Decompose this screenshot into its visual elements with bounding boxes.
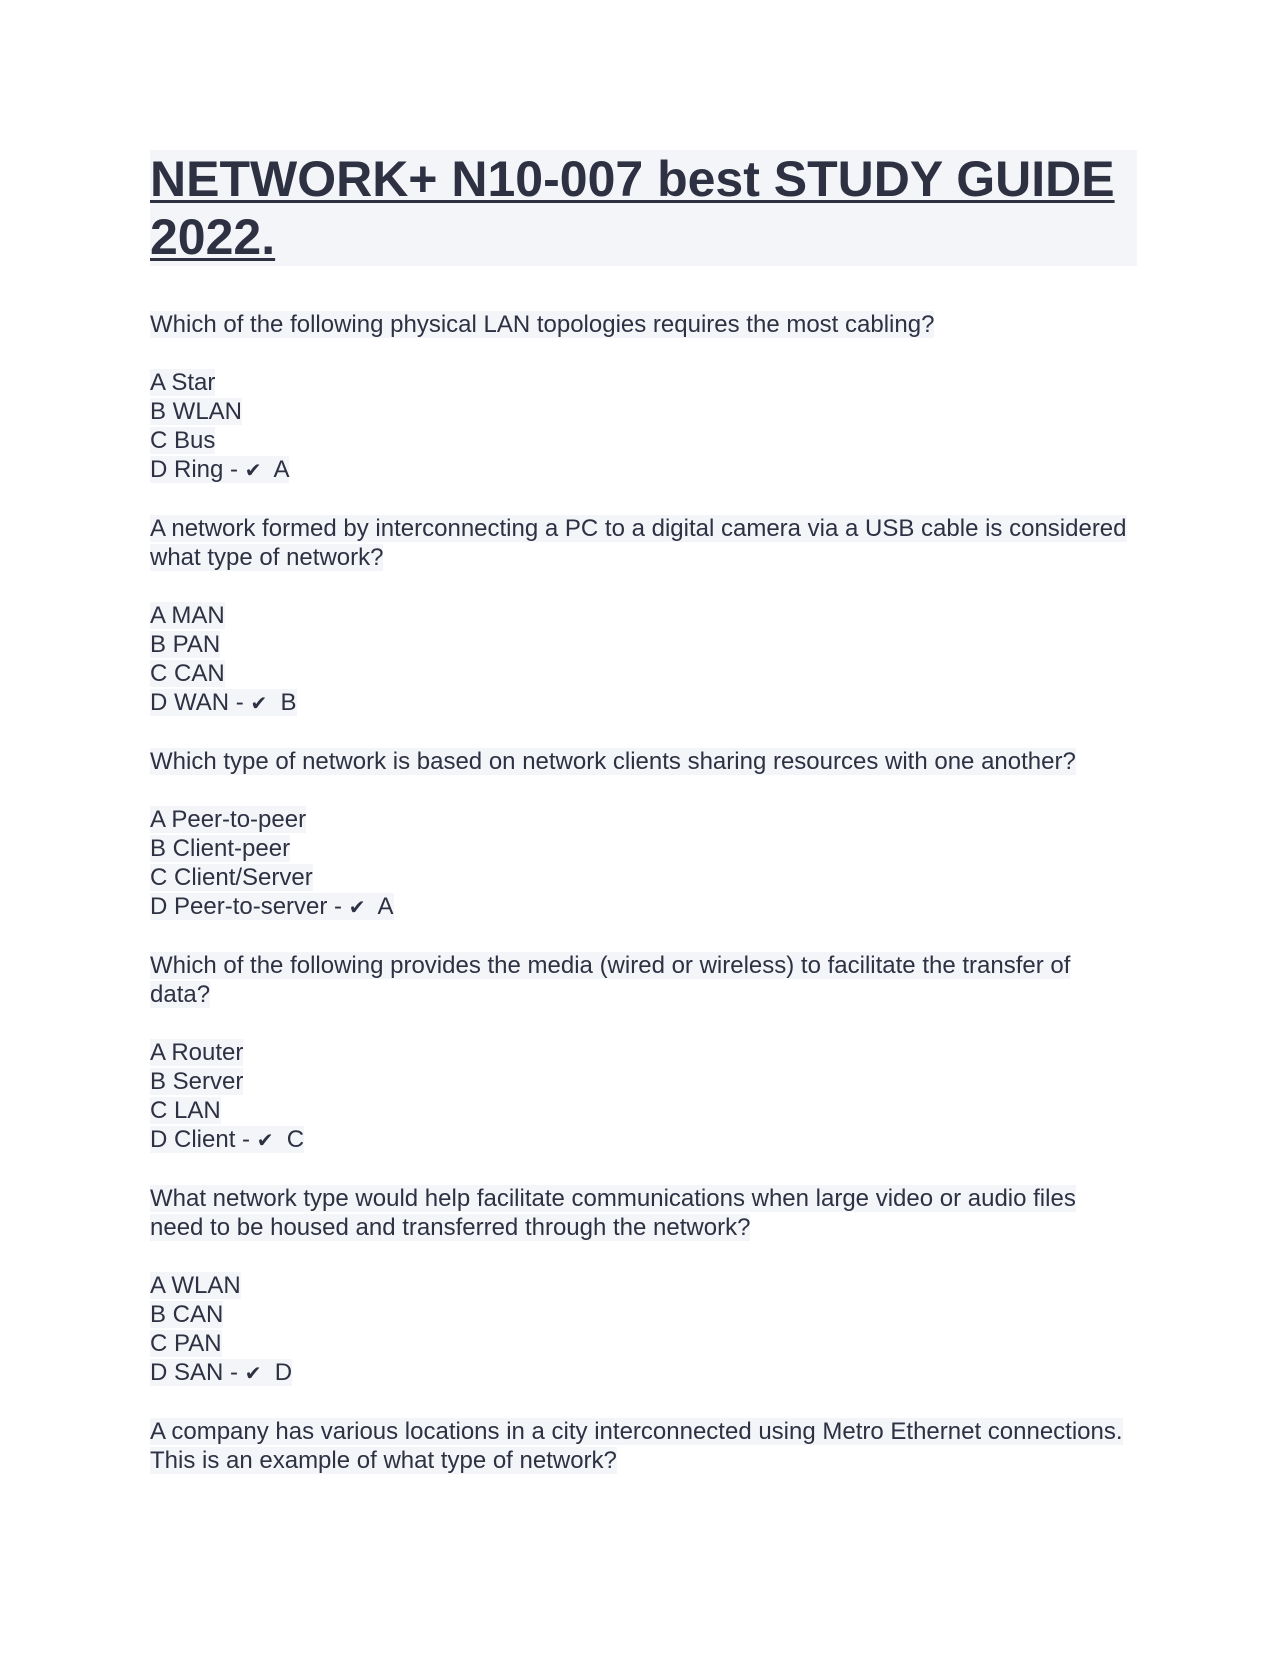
option-c: C Client/Server	[150, 864, 313, 891]
question-text: A company has various locations in a city interconnected using Metro Ethernet connections. This is an example of what type of network?	[150, 1418, 1123, 1474]
answer-letter: B	[280, 689, 297, 716]
question-text: A network formed by interconnecting a PC to a digital camera via a USB cable is considered what type of network?	[150, 515, 1127, 571]
option-a: A Router	[150, 1039, 244, 1066]
check-icon: ✔	[348, 895, 366, 919]
document-title: NETWORK+ N10-007 best STUDY GUIDE 2022.	[150, 151, 1115, 265]
question-text: What network type would help facilitate communications when large video or audio files need to be housed and transferred through the network?	[150, 1185, 1076, 1241]
check-icon: ✔	[244, 1361, 262, 1385]
options-list	[150, 601, 1130, 718]
option-c: C PAN	[150, 1330, 222, 1357]
check-icon: ✔	[256, 1128, 274, 1152]
option-d-with-answer: D Client - ✔ C	[150, 1126, 305, 1153]
answer-letter: C	[286, 1126, 305, 1153]
option-d-with-answer: D Ring - ✔ A	[150, 456, 290, 483]
answer-letter: A	[377, 893, 394, 920]
question-block	[150, 951, 1130, 1155]
question-block	[150, 1417, 1130, 1475]
options-list	[150, 1271, 1130, 1388]
option-c: C LAN	[150, 1097, 221, 1124]
option-d-with-answer: D SAN - ✔ D	[150, 1359, 293, 1386]
option-b: B Client-peer	[150, 835, 291, 862]
option-a: A Peer-to-peer	[150, 806, 307, 833]
question-block	[150, 747, 1130, 922]
question-text: Which of the following physical LAN topologies requires the most cabling?	[150, 311, 935, 338]
question-block	[150, 1184, 1130, 1388]
question-text: Which of the following provides the media (wired or wireless) to facilitate the transfer of data?	[150, 952, 1071, 1008]
option-b: B CAN	[150, 1301, 224, 1328]
options-list	[150, 1038, 1130, 1155]
option-b: B Server	[150, 1068, 244, 1095]
option-d-with-answer: D Peer-to-server - ✔ A	[150, 893, 394, 920]
answer-letter: D	[274, 1359, 293, 1386]
document-page	[150, 150, 1130, 1475]
option-c: C Bus	[150, 427, 216, 454]
options-list	[150, 805, 1130, 922]
option-c: C CAN	[150, 660, 225, 687]
option-a: A WLAN	[150, 1272, 241, 1299]
check-icon: ✔	[250, 691, 268, 715]
question-block	[150, 514, 1130, 718]
option-d-with-answer: D WAN - ✔ B	[150, 689, 297, 716]
options-list	[150, 368, 1130, 485]
check-icon: ✔	[244, 458, 262, 482]
title-block	[150, 150, 1137, 266]
question-text: Which type of network is based on network clients sharing resources with one another?	[150, 748, 1076, 775]
option-b: B WLAN	[150, 398, 243, 425]
option-b: B PAN	[150, 631, 221, 658]
option-a: A MAN	[150, 602, 225, 629]
answer-letter: A	[273, 456, 290, 483]
option-a: A Star	[150, 369, 216, 396]
question-block	[150, 310, 1130, 485]
